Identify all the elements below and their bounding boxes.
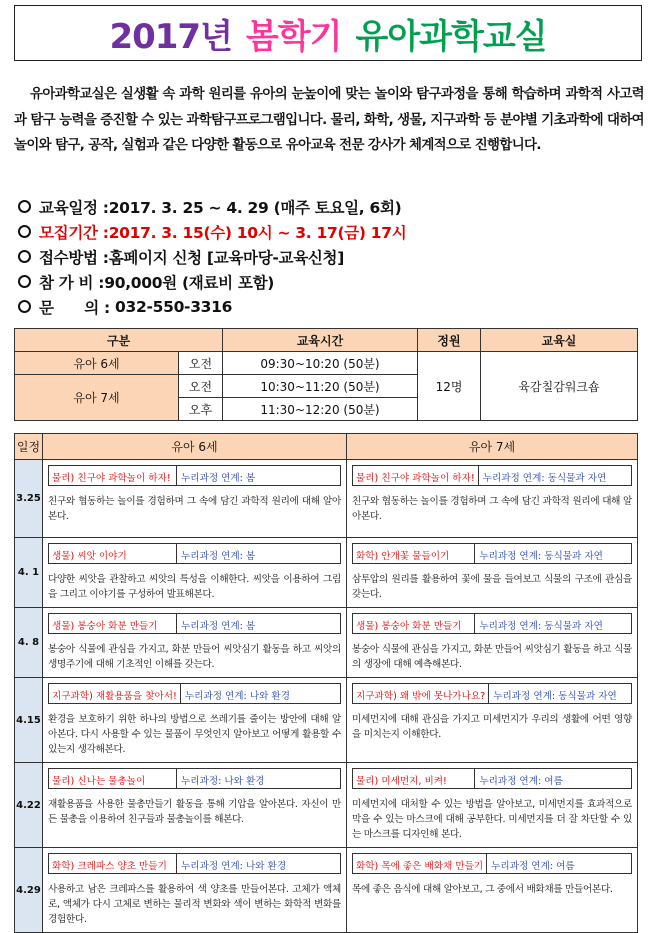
- circle-bullet-icon: [18, 250, 31, 263]
- age-6-cell: 유아 6세: [15, 352, 179, 375]
- time-slot: 11:30~12:20 (50분): [223, 398, 418, 421]
- intro-paragraph: 유아과학교실은 실생활 속 과학 원리를 유아의 눈높이에 맞는 놀이와 탐구과정을 통해 학습하며 과학적 사고력과 탐구 능력을 증진할 수 있는 과학탐구프로그램입니다. 물리, 화학, 생물, 지구과학 등 분야별 기초과학에 대하여 놀이와 탐구, 공작, 실험과 같은 다양한 활동으로 유아교육 전문 강사가 체계적으로 진행합니다.: [14, 87, 644, 153]
- curriculum-link: 누리과정 연계: 봄: [181, 473, 256, 484]
- curriculum-link: 누리과정: 나와 환경: [181, 776, 265, 787]
- age7-activity: [347, 848, 638, 933]
- activity-title: 물리) 친구야 과학놀이 하자!: [353, 466, 479, 485]
- activity-description: 미세먼지에 대해 관심을 가지고 미세먼지가 우리의 생활에 어떤 영향을 미치는지 이해한다.: [352, 714, 632, 740]
- activity-description: 친구와 협동하는 놀이를 경험하며 그 속에 담긴 과학적 원리에 대해 알아본다.: [48, 496, 341, 522]
- age7-activity: [347, 608, 638, 678]
- sched-header: 정원: [418, 329, 481, 352]
- time-slot: 09:30~10:20 (50분): [223, 352, 418, 375]
- session-date: 3.25: [15, 460, 43, 538]
- activity-title: 화학) 크레파스 양초 만들기: [49, 854, 177, 873]
- table-row: [15, 608, 638, 678]
- info-label: 모집기간 :: [39, 223, 109, 242]
- activity-title: 화학) 안개꽃 물들이기: [353, 544, 475, 563]
- info-label: 문 의 :: [39, 298, 116, 317]
- info-apply-method: [14, 244, 644, 269]
- activity-title: 물리) 신나는 물총놀이: [49, 769, 177, 788]
- activity-description: 친구와 협동하는 놀이를 경험하며 그 속에 담긴 과학적 원리에 대해 알아본다.: [352, 496, 632, 522]
- curriculum-link: 누리과정 연계: 동식물과 자연: [482, 473, 607, 484]
- activity-description: 재활용품을 사용한 물총만들기 활동을 통해 기압을 알아본다. 자신이 만든 물총을 이용하여 친구들과 물총놀이를 해본다.: [48, 799, 341, 825]
- session-date: 4.22: [15, 763, 43, 848]
- title-program-name: 유아과학교실: [355, 16, 547, 57]
- info-label: 접수방법 :: [39, 248, 109, 267]
- table-row: [15, 763, 638, 848]
- age6-activity: [43, 608, 347, 678]
- info-fee: [14, 269, 644, 294]
- table-row: [15, 678, 638, 763]
- activity-title: 생물) 씨앗 이야기: [49, 544, 177, 563]
- curriculum-link: 누리과정 연계: 동식물과 자연: [479, 551, 603, 562]
- age-7-cell: 유아 7세: [15, 375, 179, 421]
- capacity-cell: 12명: [418, 352, 481, 421]
- sched-header: 교육실: [481, 329, 638, 352]
- curriculum-link: 누리과정 연계: 봄: [181, 551, 256, 562]
- activity-description: 환경을 보호하기 위한 하나의 방법으로 쓰레기를 줄이는 방안에 대해 알아본다. 다시 사용할 수 있는 물품이 무엇인지 알아보고 어떻게 활용할 수 있는지 생각해본다.: [48, 714, 341, 755]
- activity-title: 생물) 봉숭아 화분 만들기: [49, 614, 177, 633]
- info-recruit-period: [14, 219, 644, 244]
- info-list: [14, 194, 644, 319]
- circle-bullet-icon: [18, 200, 31, 213]
- info-label: 교육일정 :: [39, 198, 109, 217]
- session-date: 4. 1: [15, 538, 43, 608]
- prog-header-age6: 유아 6세: [43, 434, 347, 460]
- activity-description: 봉숭아 식물에 관심을 가지고, 화분 만들어 씨앗심기 활동을 하고 씨앗의 생명주기에 대해 기초적인 이해를 갖는다.: [48, 644, 341, 670]
- age6-activity: [43, 763, 347, 848]
- session-date: 4. 8: [15, 608, 43, 678]
- sched-header: 교육시간: [223, 329, 418, 352]
- age6-activity: [43, 848, 347, 933]
- age6-activity: [43, 538, 347, 608]
- curriculum-link: 누리과정 연계: 나와 환경: [184, 691, 290, 702]
- activity-description: 목에 좋은 음식에 대해 알아보고, 그 중에서 배화채를 만들어본다.: [352, 884, 613, 895]
- curriculum-link: 누리과정 연계: 나와 환경: [181, 861, 287, 872]
- info-value: 홈페이지 신청 [교육마당-교육신청]: [108, 248, 345, 267]
- info-schedule: [14, 194, 644, 219]
- session-am: 오전: [179, 352, 223, 375]
- curriculum-link: 누리과정 연계: 동식물과 자연: [479, 621, 603, 632]
- info-contact: [14, 294, 644, 319]
- info-value: 2017. 3. 15(수) 10시 ~ 3. 17(금) 17시: [108, 223, 407, 242]
- activity-title: 물리) 미세먼지, 비켜!: [353, 769, 475, 788]
- circle-bullet-icon: [18, 275, 31, 288]
- session-pm: 오후: [179, 398, 223, 421]
- curriculum-link: 누리과정 연계: 여름: [479, 776, 563, 787]
- circle-bullet-icon: [18, 225, 31, 238]
- activity-description: 삼투압의 원리를 활용하여 꽃에 물을 들여보고 식물의 구조에 관심을 갖는다.: [352, 574, 632, 600]
- curriculum-link: 누리과정 연계: 여름: [491, 861, 575, 872]
- info-value: 90,000원 (재료비 포함): [104, 273, 275, 292]
- time-slot: 10:30~11:20 (50분): [223, 375, 418, 398]
- curriculum-link: 누리과정 연계: 봄: [181, 621, 256, 632]
- activity-title: 물리) 친구야 과학놀이 하자!: [49, 466, 177, 485]
- age7-activity: [347, 460, 638, 538]
- age7-activity: [347, 763, 638, 848]
- activity-title: 화학) 목에 좋은 배화채 만들기: [353, 854, 487, 873]
- session-date: 4.15: [15, 678, 43, 763]
- activity-description: 봉숭아 식물에 관심을 가지고, 화분 만들어 씨앗심기 활동을 하고 식물의 생장에 대해 예측해본다.: [352, 644, 632, 670]
- prog-header-date: 일정: [15, 434, 43, 460]
- sched-header: 구분: [15, 329, 223, 352]
- schedule-table: [14, 328, 638, 421]
- info-label: 참 가 비 :: [39, 273, 105, 292]
- prog-header-age7: 유아 7세: [347, 434, 638, 460]
- activity-title: 생물) 봉숭아 화분 만들기: [353, 614, 475, 633]
- age6-activity: [43, 460, 347, 538]
- program-table: [14, 433, 638, 933]
- activity-title: 지구과학) 재활용품을 찾아서!: [49, 684, 181, 703]
- activity-description: 미세먼지에 대처할 수 있는 방법을 알아보고, 미세먼지를 효과적으로 막을 수 있는 마스크에 대해 공부한다. 미세먼지를 더 잘 차단할 수 있는 마스크를 디자인해 본다.: [352, 799, 632, 840]
- room-cell: 육감칠감워크숍: [481, 352, 638, 421]
- age7-activity: [347, 538, 638, 608]
- table-row: [15, 460, 638, 538]
- info-value: 032-550-3316: [115, 297, 233, 316]
- table-row: [15, 848, 638, 933]
- curriculum-link: 누리과정 연계: 동식물과 자연: [493, 691, 617, 702]
- circle-bullet-icon: [18, 300, 31, 313]
- info-value: 2017. 3. 25 ~ 4. 29 (매주 토요일, 6회): [108, 198, 402, 217]
- activity-title: 지구과학) 왜 밖에 못나가나요?: [353, 684, 489, 703]
- activity-description: 다양한 씨앗을 관찰하고 씨앗의 특성을 이해한다. 씨앗을 이용하여 그림을 그리고 이야기를 구성하여 발표해본다.: [48, 574, 341, 600]
- session-am: 오전: [179, 375, 223, 398]
- title-year: 2017년: [109, 16, 232, 57]
- page-title: [14, 5, 642, 61]
- session-date: 4.29: [15, 848, 43, 933]
- age6-activity: [43, 678, 347, 763]
- title-season: 봄학기: [245, 16, 342, 57]
- age7-activity: [347, 678, 638, 763]
- activity-description: 사용하고 남은 크레파스를 활용하여 색 양초를 만들어본다. 고체가 액체로, 액체가 다시 고체로 변하는 물리적 변화와 색이 변하는 화학적 변화를 경험한다.: [48, 884, 341, 925]
- table-row: [15, 538, 638, 608]
